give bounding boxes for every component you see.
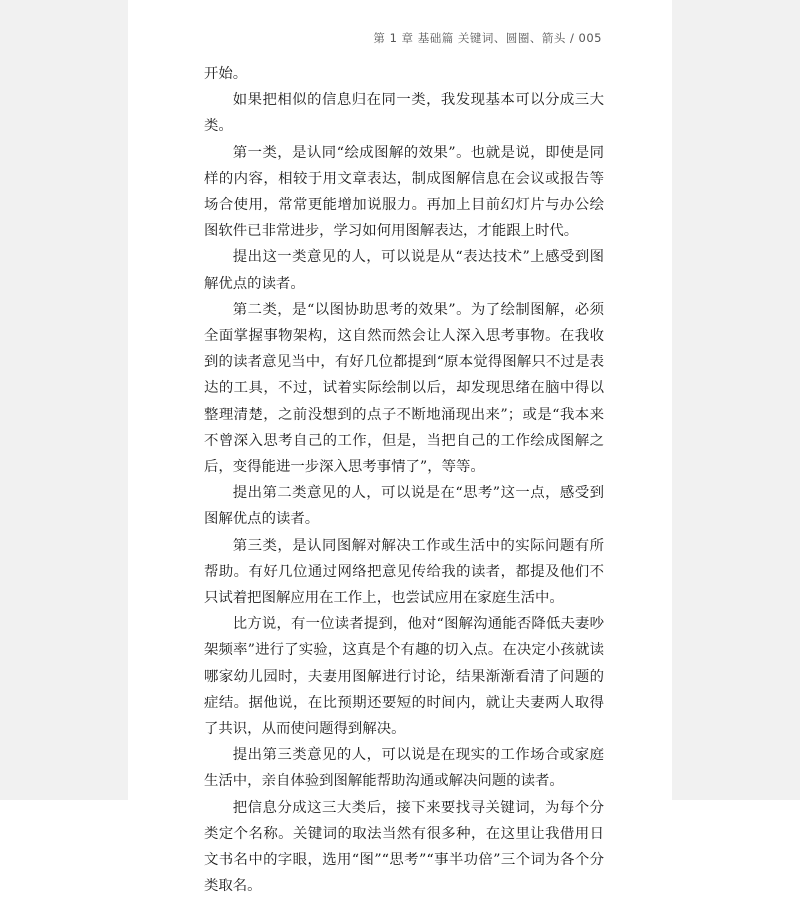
paragraph-6: 提出第二类意见的人，可以说是在“思考”这一点，感受到图解优点的读者。 <box>204 485 604 528</box>
book-page <box>128 0 672 895</box>
paragraph-7: 第三类，是认同图解对解决工作或生活中的实际问题有所帮助。有好几位通过网络把意见传给我的读者，都提及他们不只试着把图解应用在工作上，也尝试应用在家庭生活中。 <box>204 537 604 607</box>
body-text <box>204 61 604 900</box>
paragraph-10: 把信息分成这三大类后，接下来要找寻关键词，为每个分类定个名称。关键词的取法当然有很多种，在这里让我借用日文书名中的字眼，选用“图”“思考”“事半功倍”三个词为各个分类取名。 <box>204 799 604 895</box>
paragraph-4: 提出这一类意见的人，可以说是从“表达技术”上感受到图解优点的读者。 <box>204 249 604 292</box>
paragraph-3: 第一类，是认同“绘成图解的效果”。也就是说，即使是同样的内容，相较于用文章表达，制成图解信息在会议或报告等场合使用，常常更能增加说服力。再加上目前幻灯片与办公绘图软件已非常进步，学习如何用图解表达，才能跟上时代。 <box>204 144 604 240</box>
paragraph-8: 比方说，有一位读者提到，他对“图解沟通能否降低夫妻吵架频率”进行了实验，这真是个有趣的切入点。在决定小孩就读哪家幼儿园时，夫妻用图解进行讨论，结果渐渐看清了问题的症结。据他说，在比预期还要短的时间内，就让夫妻两人取得了共识，从而使问题得到解决。 <box>204 616 604 738</box>
paragraph-2: 如果把相似的信息归在同一类，我发现基本可以分成三大类。 <box>204 92 604 135</box>
paragraph-1: 开始。 <box>204 66 248 82</box>
paragraph-9: 提出第三类意见的人，可以说是在现实的工作场合或家庭生活中，亲自体验到图解能帮助沟通或解决问题的读者。 <box>204 747 604 790</box>
running-header: 第 1 章 基础篇 关键词、圆圈、箭头 / 005 <box>373 31 602 45</box>
paragraph-5: 第二类，是“以图协助思考的效果”。为了绘制图解，必须全面掌握事物架构，这自然而然会让人深入思考事物。在我收到的读者意见当中，有好几位都提到“原本觉得图解只不过是表达的工具，不过，试着实际绘制以后，却发现思绪在脑中得以整理清楚，之前没想到的点子不断地涌现出来”；或是“我本来不曾深入思考自己的工作，但是，当把自己的工作绘成图解之后，变得能进一步深入思考事情了”，等等。 <box>204 301 604 476</box>
left-margin <box>0 0 128 800</box>
right-margin <box>672 0 800 800</box>
